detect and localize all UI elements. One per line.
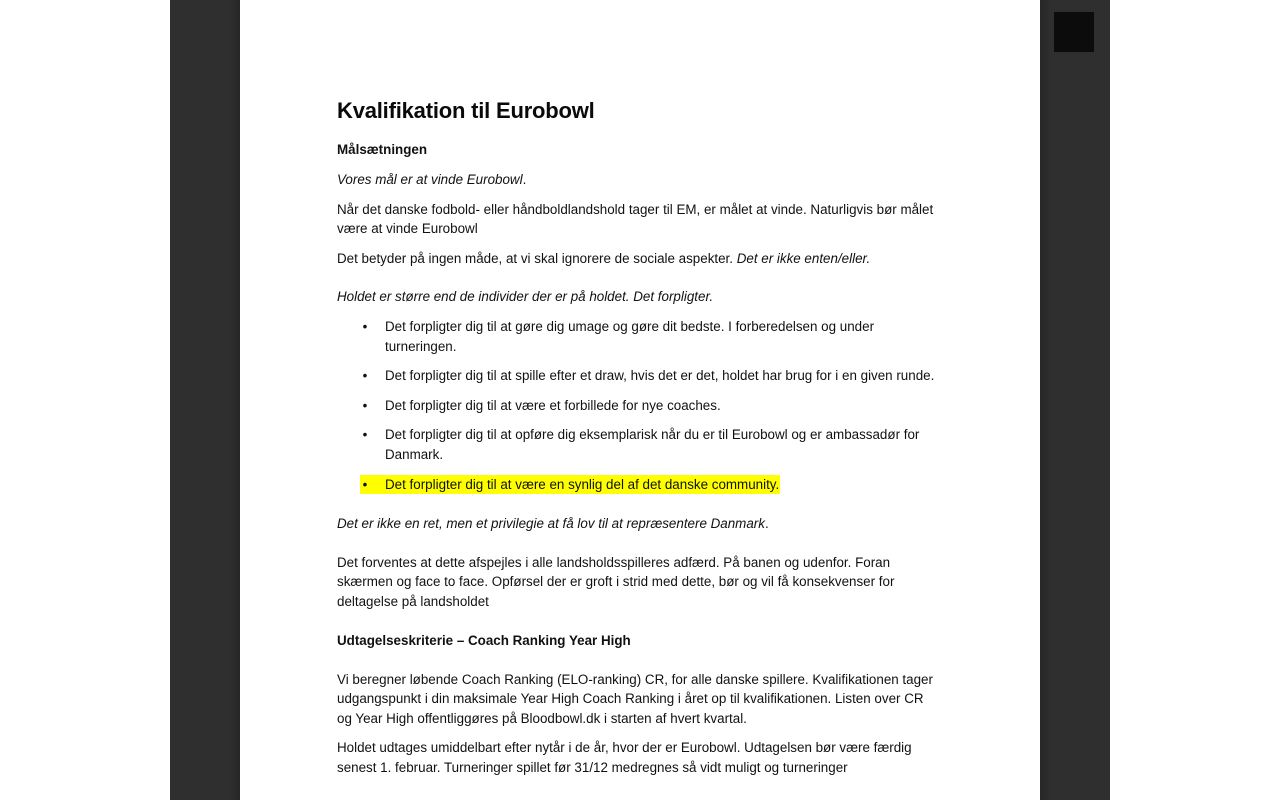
page-shadow-right xyxy=(1040,0,1052,800)
paragraph-em-comparison: Når det danske fodbold- eller håndboldlandshold tager til EM, er målet at vinde. Naturligvis bør målet være at vinde Eurobowl xyxy=(337,201,934,237)
section-heading-criteria: Udtagelseskriterie – Coach Ranking Year High xyxy=(337,632,631,648)
list-item xyxy=(337,366,942,386)
bullet-icon: • xyxy=(362,318,368,334)
bullet-icon: • xyxy=(362,476,368,492)
goal-statement-period: . xyxy=(522,172,527,187)
paragraph-coach-ranking: Vi beregner løbende Coach Ranking (ELO-ranking) CR, for alle danske spillere. Kvalifikationen tager udgangspunkt i din maksimale Year High Coach Ranking i året op til kvalifikationen. Listen over CR og Year High offentliggøres på Bloodbowl.dk i starten af hvert kvartal. xyxy=(337,671,933,726)
paragraph-selection-timing: Holdet udtages umiddelbart efter nytår i de år, hvor der er Eurobowl. Udtagelsen bør være færdig senest 1. februar. Turneringer spillet før 31/12 medregnes så vidt muligt og turneringer xyxy=(337,740,912,775)
paragraph-team-obligation: Holdet er større end de individer der er på holdet. Det forpligter. xyxy=(337,289,714,305)
list-item-text: Det forpligter dig til at gøre dig umage og gøre dit bedste. I forberedelsen og under turneringen. xyxy=(385,318,875,354)
list-item-text: Det forpligter dig til at opføre dig eksemplarisk når du er til Eurobowl og er ambassadør for Danmark. xyxy=(385,427,920,462)
page-shadow-left xyxy=(228,0,240,800)
paragraph-social-aspects xyxy=(337,249,942,269)
list-item-text: Det forpligter dig til at spille efter et draw, hvis det er det, holdet har brug for i en given runde. xyxy=(385,368,935,384)
close-square-icon[interactable] xyxy=(1054,12,1094,52)
bullet-icon: • xyxy=(362,427,368,443)
privilege-italic: Det er ikke en ret, men et privilegie at få lov til at repræsentere Danmark xyxy=(337,516,765,532)
goal-statement-italic: Vores mål er at vinde Eurobowl xyxy=(337,172,523,187)
document-page xyxy=(240,0,1040,800)
paragraph-privilege xyxy=(337,514,942,534)
paragraph-conduct: Det forventes at dette afspejles i alle landsholdsspilleres adfærd. På banen og udenfor. Foran skærmen og face to face. Opførsel der er groft i strid med dette, bør og vil få konsekvenser for deltagelse på landsholdet xyxy=(337,554,895,609)
obligations-list xyxy=(337,317,942,494)
goal-statement xyxy=(337,170,942,190)
list-item xyxy=(337,425,942,464)
bullet-icon: • xyxy=(362,397,368,413)
document-content xyxy=(337,96,942,787)
privilege-period: . xyxy=(764,516,769,532)
bullet-icon: • xyxy=(362,368,368,384)
list-item-text: Det forpligter dig til at være et forbillede for nye coaches. xyxy=(385,397,721,413)
section-heading-goal: Målsætningen xyxy=(337,142,428,157)
social-aspects-text: Det betyder på ingen måde, at vi skal ignorere de sociale aspekter. xyxy=(337,250,737,266)
highlighted-text: Det forpligter dig til at være en synlig del af det danske community. xyxy=(360,475,780,495)
document-title: Kvalifikation til Eurobowl xyxy=(337,98,595,123)
list-item-highlighted xyxy=(337,475,942,495)
list-item xyxy=(337,317,942,356)
social-aspects-italic: Det er ikke enten/eller. xyxy=(736,250,871,266)
list-item xyxy=(337,396,942,416)
